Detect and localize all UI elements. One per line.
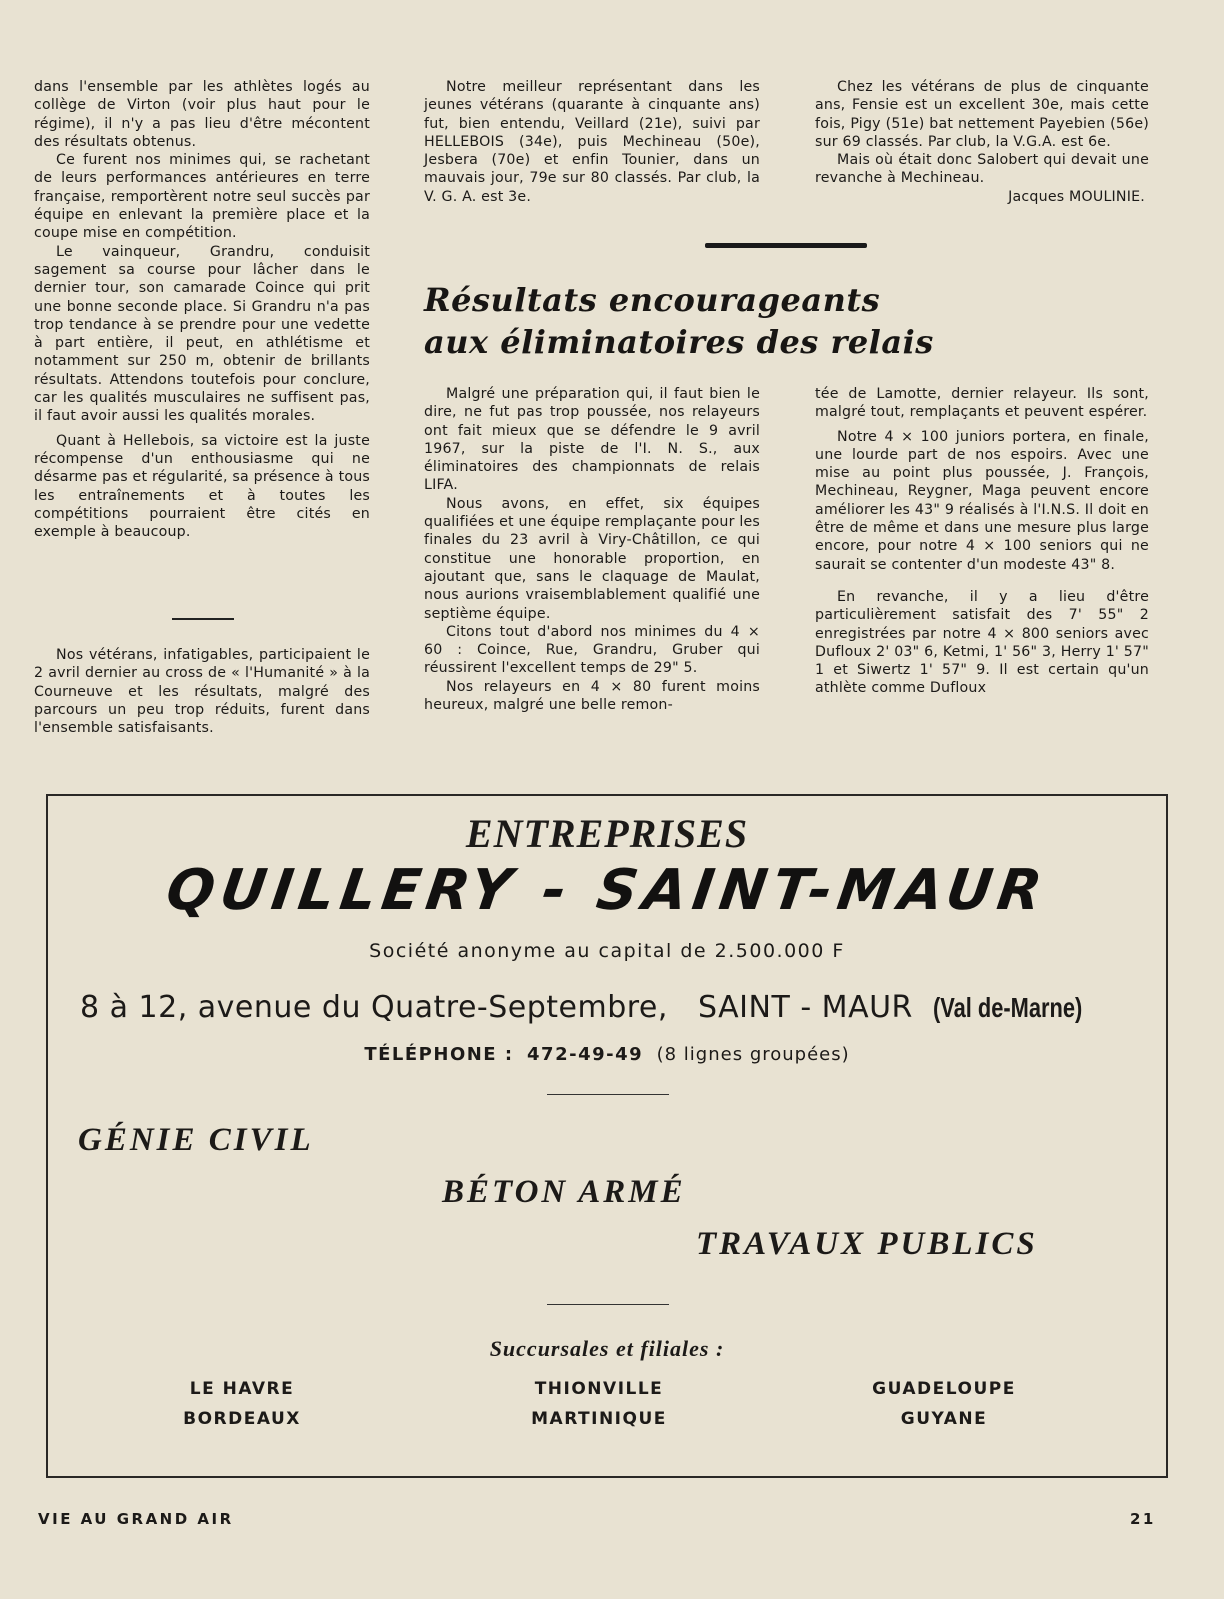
ad-locations-1 — [132, 1374, 352, 1434]
article-mid-top-column — [424, 78, 760, 206]
paragraph: tée de Lamotte, dernier relayeur. Ils sont, malgré tout, remplaçants et peuvent espérer. — [815, 386, 1149, 421]
location: MARTINIQUE — [531, 1409, 667, 1429]
headline-line-2: aux éliminatoires des relais — [424, 323, 934, 361]
headline-divider — [705, 243, 867, 248]
article-left-column — [34, 78, 370, 541]
section-divider — [172, 618, 234, 620]
page-number: 21 — [1130, 1510, 1156, 1528]
paragraph: Malgré une préparation qui, il faut bien le dire, ne fut pas trop poussée, nos relayeurs ont fait mieux que se défendre le 9 avril 1967, sur la piste de l'I. N. S., aux éliminatoires des championnats de relais LIFA. — [424, 386, 760, 494]
paragraph: Nos vétérans, infatigables, participaient le 2 avril dernier au cross de « l'Humanité » à la Courneuve et les résultats, malgré des parcours un peu trop réduits, furent dans l'ensemble satisfaisants. — [34, 647, 370, 737]
ad-travaux-publics: TRAVAUX PUBLICS — [696, 1226, 1038, 1262]
relais-headline — [424, 279, 984, 363]
paragraph: Le vainqueur, Grandru, conduisit sagement sa course pour lâcher dans le dernier tour, son camarade Coince qui prit une bonne seconde place. Si Grandru n'a pas trop tendance à se prendre pour une vedette à part entière, il peut, en athlétisme et notamment sur 250 m, obtenir de brillants résultats. Attendons toutefois pour conclure, car les qualités musculaires ne suffisent pas, il faut avoir aussi les qualités morales. — [34, 243, 370, 425]
paragraph: Nos relayeurs en 4 × 80 furent moins heureux, malgré une belle remon- — [424, 678, 760, 714]
ad-genie-civil: GÉNIE CIVIL — [78, 1122, 314, 1158]
ad-locations-2 — [489, 1374, 709, 1434]
ad-divider-bottom — [547, 1304, 669, 1305]
paragraph: dans l'ensemble par les athlètes logés au collège de Virton (voir plus haut pour le régime), il n'y a pas lieu d'être mécontent des résultats obtenus. — [34, 79, 370, 150]
ad-address — [80, 990, 1124, 1025]
author-signature: Jacques MOULINIE. — [1008, 188, 1145, 205]
veterans-column — [34, 646, 370, 737]
location: GUADELOUPE — [872, 1379, 1016, 1399]
ad-tel-number: 472-49-49 — [527, 1044, 644, 1065]
ad-telephone — [48, 1044, 1166, 1065]
ad-city: SAINT - MAUR — [698, 990, 913, 1025]
paragraph: Notre 4 × 100 juniors portera, en finale, une lourde part de nos espoirs. Avec une mise au point plus poussée, J. François, Mechineau, Reygner, Maga peuvent encore améliorer les 43" 9 réalisés à l'I.N.S. Il doit en être de même et dans une mesure plus large encore, pour notre 4 × 100 seniors qui ne saurait se contenter d'un modeste 43" 8. — [815, 428, 1149, 573]
paragraph: En revanche, il y a lieu d'être particulièrement satisfait des 7' 55" 2 enregistrées par notre 4 × 800 seniors avec Dufloux 2' 03" 6, Ketmi, 1' 56" 3, Herry 1' 57" 1 et Siwertz 1' 57" 9. Il est certain qu'un athlète comme Dufloux — [815, 588, 1149, 697]
ad-succursales: Succursales et filiales : — [489, 1336, 725, 1361]
paragraph: Chez les vétérans de plus de cinquante ans, Fensie est un excellent 30e, mais cette fois, Pigy (51e) bat nettement Payebien (56e) sur 69 classés. Par club, la V.G.A. est 6e. — [815, 79, 1149, 150]
relais-column-2 — [815, 385, 1149, 698]
location: THIONVILLE — [534, 1379, 664, 1399]
paragraph: Notre meilleur représentant dans les jeunes vétérans (quarante à cinquante ans) fut, bien entendu, Veillard (21e), suivi par HELLEBOIS (34e), puis Mechineau (50e), Jesbera (70e) et enfin Tounier, dans un mauvais jour, 79e sur 80 classés. Par club, la V. G. A. est 3e. — [424, 79, 760, 205]
ad-tel-note: (8 lignes groupées) — [656, 1044, 850, 1065]
location: GUYANE — [900, 1409, 988, 1429]
headline-line-1: Résultats encourageants — [424, 281, 881, 319]
ad-street: 8 à 12, avenue du Quatre-Septembre, — [80, 990, 668, 1025]
ad-region: (Val de-Marne) — [932, 992, 1083, 1023]
ad-tel-label: TÉLÉPHONE : — [364, 1044, 514, 1065]
ad-company-name: QUILLERY - SAINT-MAUR — [162, 858, 1052, 923]
advertisement-box — [46, 794, 1168, 1478]
paragraph: Citons tout d'abord nos minimes du 4 × 60 : Coince, Rue, Grandru, Gruber qui réussirent l'excellent temps de 29" 5. — [424, 623, 760, 677]
location: BORDEAUX — [183, 1409, 301, 1429]
relais-column-1 — [424, 385, 760, 714]
ad-societe: Société anonyme au capital de 2.500.000 F — [369, 940, 845, 962]
paragraph: Ce furent nos minimes qui, se rachetant de leurs performances antérieures en terre française, remportèrent notre seul succès par équipe en enlevant la première place et la coupe mise en compétition. — [34, 152, 370, 242]
ad-entreprises: ENTREPRISES — [465, 811, 749, 856]
magazine-name: VIE AU GRAND AIR — [38, 1510, 234, 1528]
paragraph: Nous avons, en effet, six équipes qualifiées et une équipe remplaçante pour les finales du 23 avril à Viry-Châtillon, ce qui constitue une honorable proportion, en ajoutant que, sans le claquage de Maulat, nous aurions vraisemblablement qualifié une septième équipe. — [424, 495, 760, 622]
ad-divider-top — [547, 1094, 669, 1095]
paragraph: Quant à Hellebois, sa victoire est la juste récompense d'un enthousiasme qui ne désarme pas et régularité, sa présence à tous les entraînements et à toutes les compétitions pourraient être cités en exemple à beaucoup. — [34, 432, 370, 541]
paragraph: Mais où était donc Salobert qui devait une revanche à Mechineau. — [815, 152, 1149, 187]
ad-beton-arme: BÉTON ARMÉ — [442, 1174, 686, 1210]
article-right-top-column — [815, 78, 1149, 206]
location: LE HAVRE — [189, 1379, 295, 1399]
ad-locations-3 — [834, 1374, 1054, 1434]
